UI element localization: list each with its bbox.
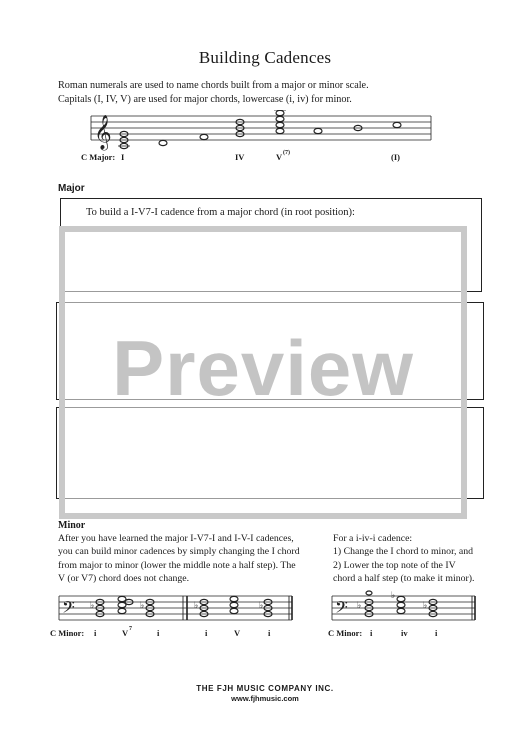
major-box-1-text: To build a I-V7-I cadence from a major chord (in root position): <box>86 207 355 218</box>
intro-text <box>58 79 478 107</box>
minor-heading: Minor <box>58 520 86 531</box>
treble-clef-icon: 𝄞 <box>94 115 112 150</box>
footer-company: THE FJH MUSIC COMPANY INC. <box>196 684 334 693</box>
minor-left-key-label: C Minor: <box>50 628 85 638</box>
preview-watermark: Preview <box>112 324 414 412</box>
minor-label-V: V <box>234 628 241 638</box>
minor-right-text <box>333 532 493 586</box>
chord-label-V: V <box>276 152 283 162</box>
minor-label-i-1: i <box>94 628 97 638</box>
flat-icon: ♭ <box>391 591 396 601</box>
intro-line-2: Capitals (I, IV, V) are used for major chords, lowercase (i, iv) for minor. <box>58 94 352 105</box>
minor-right-line-4: chord a half step (to make it minor). <box>333 573 475 585</box>
bass-staff-right <box>329 590 479 626</box>
page-title: Building Cadences <box>198 48 332 67</box>
minor-right-key-label: C Minor: <box>328 628 363 638</box>
flat-icon: ♭ <box>423 601 428 611</box>
chord-label-IV: IV <box>235 152 245 162</box>
minor-left-line-2: you can build minor cadences by simply changing the I chord <box>58 546 300 558</box>
minor-left-text <box>58 532 328 586</box>
minor-right-line-1: For a i-iv-i cadence: <box>333 533 413 544</box>
chord-label-I-paren: (I) <box>391 152 400 162</box>
bass-clef-icon: 𝄢 <box>335 597 348 621</box>
chord-label-I: I <box>121 152 125 162</box>
minor-right-label-i-1: i <box>370 628 373 638</box>
treble-staff <box>86 110 436 156</box>
minor-left-line-4: V (or V7) chord does not change. <box>58 573 190 585</box>
minor-right-line-3: 2) Lower the top note of the IV <box>333 559 456 571</box>
bass-clef-icon: 𝄢 <box>62 597 75 621</box>
flat-icon: ♭ <box>140 601 145 611</box>
footer-url[interactable]: www.fjhmusic.com <box>231 694 299 703</box>
flat-icon: ♭ <box>259 601 264 611</box>
minor-right-line-2: 1) Change the I chord to minor, and <box>333 546 473 558</box>
minor-label-i-3: i <box>205 628 208 638</box>
chord-label-V7-superscript: (7) <box>283 150 290 156</box>
major-key-label: C Major: <box>81 152 116 162</box>
major-heading: Major <box>58 183 85 194</box>
minor-left-line-3: from major to minor (lower the middle note a half step). The <box>58 559 296 571</box>
flat-icon: ♭ <box>194 601 199 611</box>
minor-label-i-2: i <box>157 628 160 638</box>
minor-label-V7-superscript: 7 <box>129 626 132 632</box>
flat-icon: ♭ <box>357 601 362 611</box>
intro-line-1: Roman numerals are used to name chords built from a major or minor scale. <box>58 80 369 91</box>
minor-label-i-4: i <box>268 628 271 638</box>
minor-label-V7: V <box>122 628 129 638</box>
minor-right-label-iv: iv <box>401 628 408 638</box>
minor-right-label-i-2: i <box>435 628 438 638</box>
bass-staff-left <box>56 592 296 626</box>
flat-icon: ♭ <box>90 601 95 611</box>
minor-left-line-1: After you have learned the major I-V7-I and I-V-I cadences, <box>58 533 294 544</box>
